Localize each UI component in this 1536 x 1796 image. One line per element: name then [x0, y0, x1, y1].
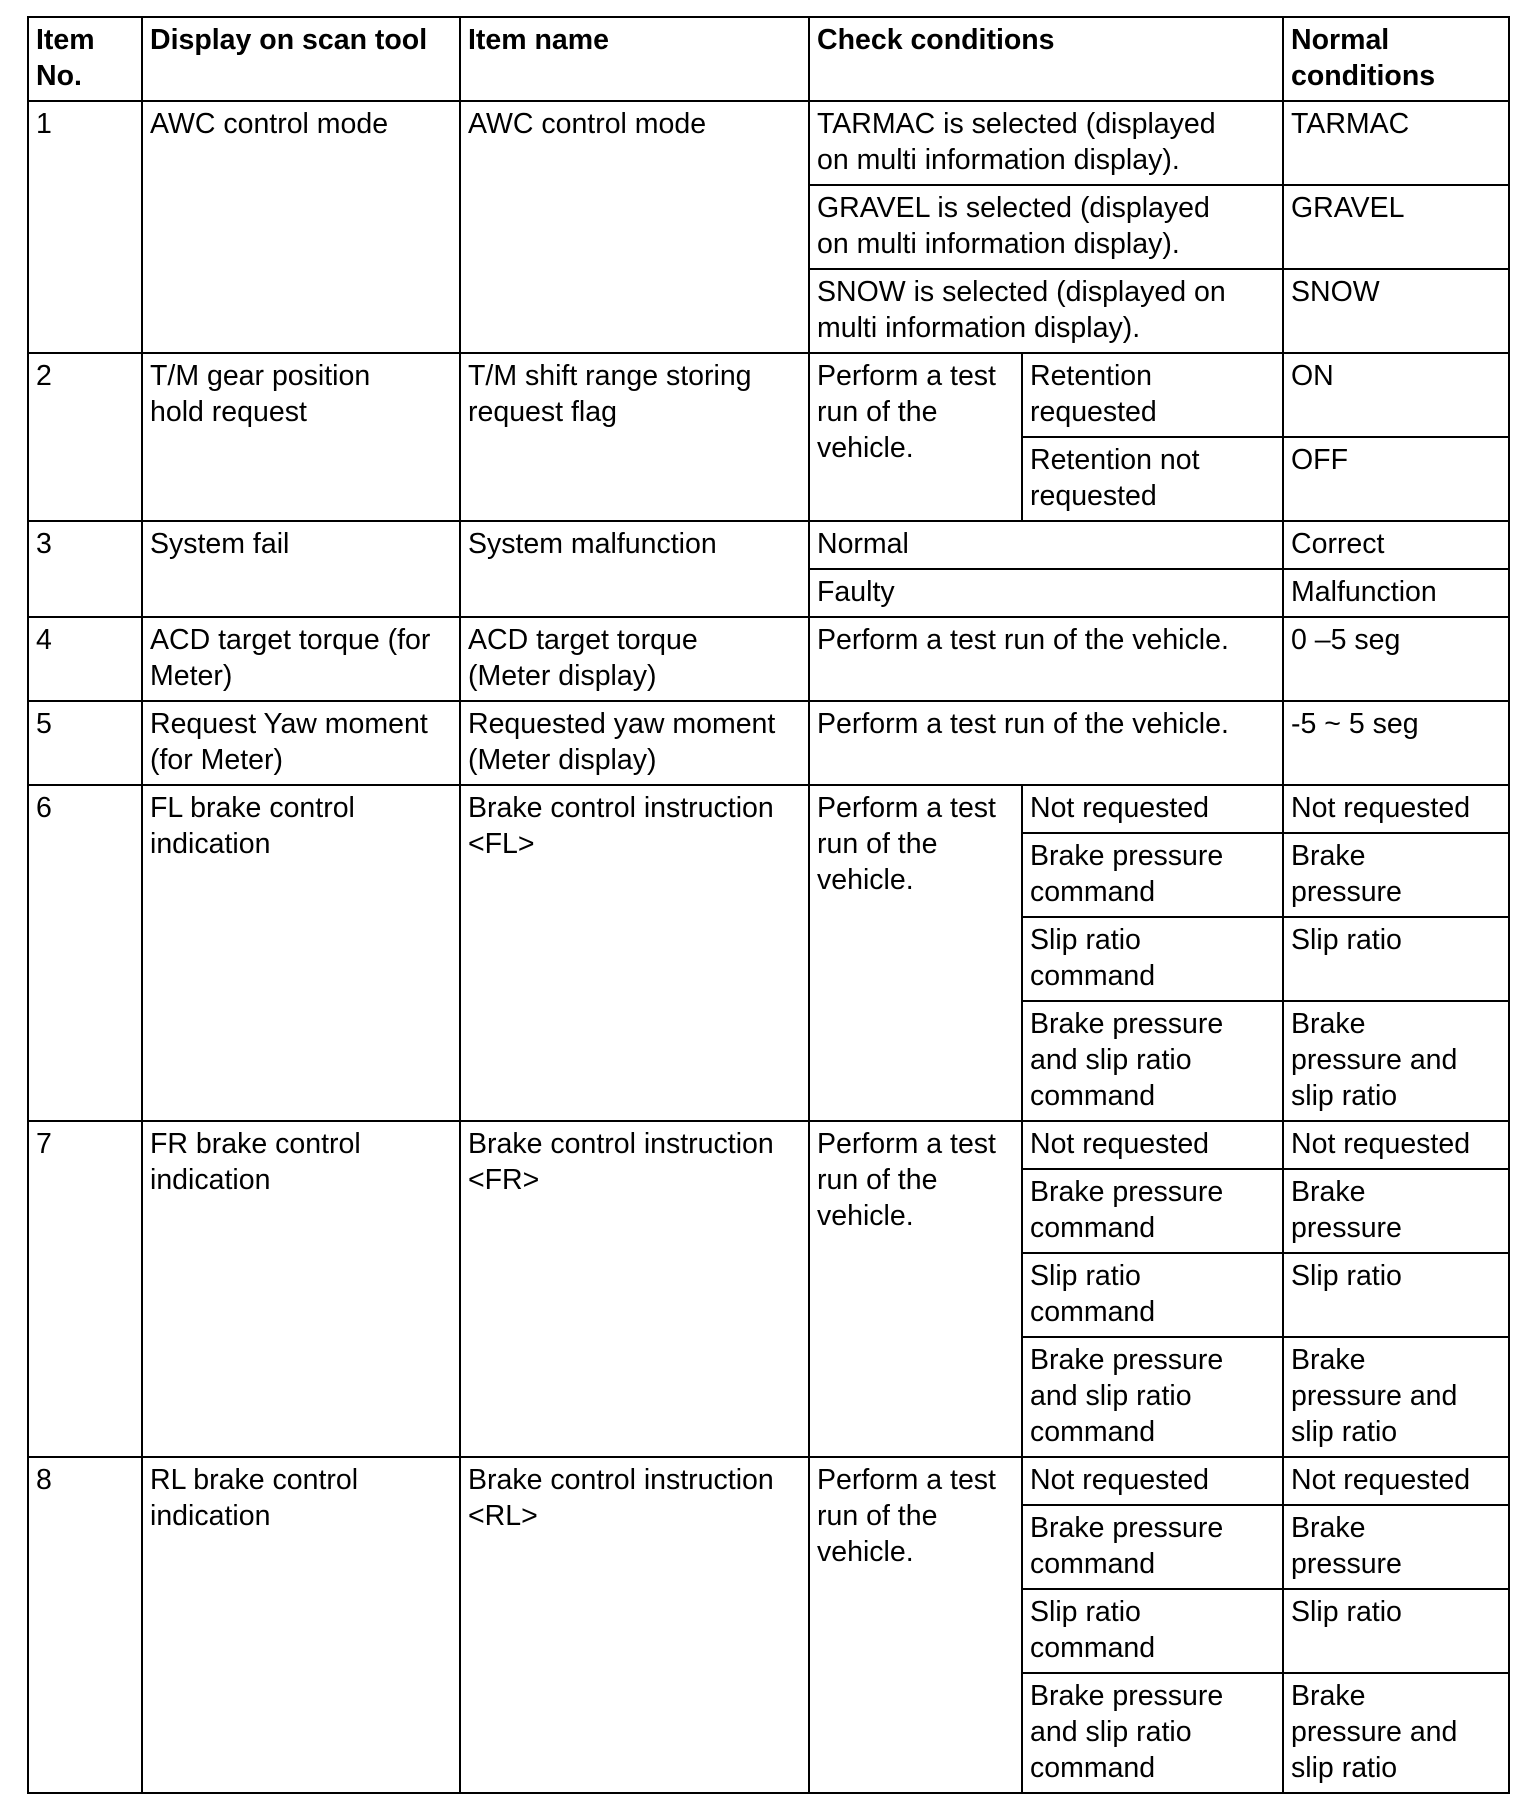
condition-cell: Slip ratio command: [1022, 917, 1283, 1001]
normal-cell: Brake pressure: [1283, 833, 1509, 917]
display-cell: System fail: [142, 521, 460, 617]
normal-cell: ON: [1283, 353, 1509, 437]
header-check-conditions: Check conditions: [809, 17, 1283, 101]
condition-cell: Slip ratio command: [1022, 1253, 1283, 1337]
condition-cell: Brake pressure command: [1022, 833, 1283, 917]
item-no-cell: 2: [28, 353, 142, 521]
item-no-cell: 5: [28, 701, 142, 785]
display-cell: T/M gear position hold request: [142, 353, 460, 521]
item-name-cell: ACD target torque (Meter display): [460, 617, 809, 701]
check-cell: Perform a test run of the vehicle.: [809, 785, 1022, 1121]
table-row: [28, 353, 1509, 437]
item-no-cell: 6: [28, 785, 142, 1121]
header-display: Display on scan tool: [142, 17, 460, 101]
check-cell: Perform a test run of the vehicle.: [809, 1121, 1022, 1457]
item-no-cell: 7: [28, 1121, 142, 1457]
condition-cell: Not requested: [1022, 785, 1283, 833]
normal-cell: OFF: [1283, 437, 1509, 521]
check-cell: Perform a test run of the vehicle.: [809, 1457, 1022, 1793]
condition-cell: Brake pressure and slip ratio command: [1022, 1001, 1283, 1121]
display-cell: AWC control mode: [142, 101, 460, 353]
scan-tool-data-table: [27, 16, 1510, 1794]
item-no-cell: 8: [28, 1457, 142, 1793]
check-cell: Perform a test run of the vehicle.: [809, 353, 1022, 521]
condition-cell: SNOW is selected (displayed on multi information display).: [809, 269, 1283, 353]
check-cell: Perform a test run of the vehicle.: [809, 701, 1283, 785]
item-name-cell: Brake control instruction <RL>: [460, 1457, 809, 1793]
condition-cell: Brake pressure command: [1022, 1505, 1283, 1589]
table-row: [28, 701, 1509, 785]
condition-cell: Normal: [809, 521, 1283, 569]
condition-cell: Brake pressure and slip ratio command: [1022, 1673, 1283, 1793]
normal-cell: Slip ratio: [1283, 1589, 1509, 1673]
condition-cell: Retention not requested: [1022, 437, 1283, 521]
table-row: [28, 617, 1509, 701]
condition-cell: GRAVEL is selected (displayed on multi information display).: [809, 185, 1283, 269]
item-no-cell: 4: [28, 617, 142, 701]
item-name-cell: Brake control instruction <FL>: [460, 785, 809, 1121]
condition-cell: Faulty: [809, 569, 1283, 617]
normal-cell: Malfunction: [1283, 569, 1509, 617]
check-cell: Perform a test run of the vehicle.: [809, 617, 1283, 701]
normal-cell: 0 –5 seg: [1283, 617, 1509, 701]
normal-cell: TARMAC: [1283, 101, 1509, 185]
condition-cell: Retention requested: [1022, 353, 1283, 437]
display-cell: FR brake control indication: [142, 1121, 460, 1457]
header-row: [28, 17, 1509, 101]
condition-cell: Not requested: [1022, 1457, 1283, 1505]
display-cell: ACD target torque (for Meter): [142, 617, 460, 701]
item-no-cell: 3: [28, 521, 142, 617]
condition-cell: Brake pressure command: [1022, 1169, 1283, 1253]
item-name-cell: System malfunction: [460, 521, 809, 617]
header-item-no: Item No.: [28, 17, 142, 101]
table-row: [28, 1457, 1509, 1505]
display-cell: Request Yaw moment (for Meter): [142, 701, 460, 785]
header-item-name: Item name: [460, 17, 809, 101]
table-row: [28, 1121, 1509, 1169]
display-cell: RL brake control indication: [142, 1457, 460, 1793]
table-row: [28, 521, 1509, 569]
item-no-cell: 1: [28, 101, 142, 353]
table-row: [28, 785, 1509, 833]
header-normal-conditions: Normal conditions: [1283, 17, 1509, 101]
condition-cell: Not requested: [1022, 1121, 1283, 1169]
condition-cell: Slip ratio command: [1022, 1589, 1283, 1673]
normal-cell: Brake pressure: [1283, 1169, 1509, 1253]
normal-cell: Brake pressure and slip ratio: [1283, 1673, 1509, 1793]
normal-cell: Not requested: [1283, 1457, 1509, 1505]
item-name-cell: Brake control instruction <FR>: [460, 1121, 809, 1457]
table-row: [28, 101, 1509, 185]
normal-cell: Brake pressure and slip ratio: [1283, 1337, 1509, 1457]
display-cell: FL brake control indication: [142, 785, 460, 1121]
item-name-cell: AWC control mode: [460, 101, 809, 353]
item-name-cell: T/M shift range storing request flag: [460, 353, 809, 521]
item-name-cell: Requested yaw moment (Meter display): [460, 701, 809, 785]
normal-cell: SNOW: [1283, 269, 1509, 353]
normal-cell: Brake pressure: [1283, 1505, 1509, 1589]
normal-cell: GRAVEL: [1283, 185, 1509, 269]
condition-cell: TARMAC is selected (displayed on multi information display).: [809, 101, 1283, 185]
condition-cell: Brake pressure and slip ratio command: [1022, 1337, 1283, 1457]
normal-cell: Correct: [1283, 521, 1509, 569]
normal-cell: Slip ratio: [1283, 1253, 1509, 1337]
normal-cell: Brake pressure and slip ratio: [1283, 1001, 1509, 1121]
normal-cell: -5 ~ 5 seg: [1283, 701, 1509, 785]
normal-cell: Not requested: [1283, 785, 1509, 833]
normal-cell: Not requested: [1283, 1121, 1509, 1169]
normal-cell: Slip ratio: [1283, 917, 1509, 1001]
